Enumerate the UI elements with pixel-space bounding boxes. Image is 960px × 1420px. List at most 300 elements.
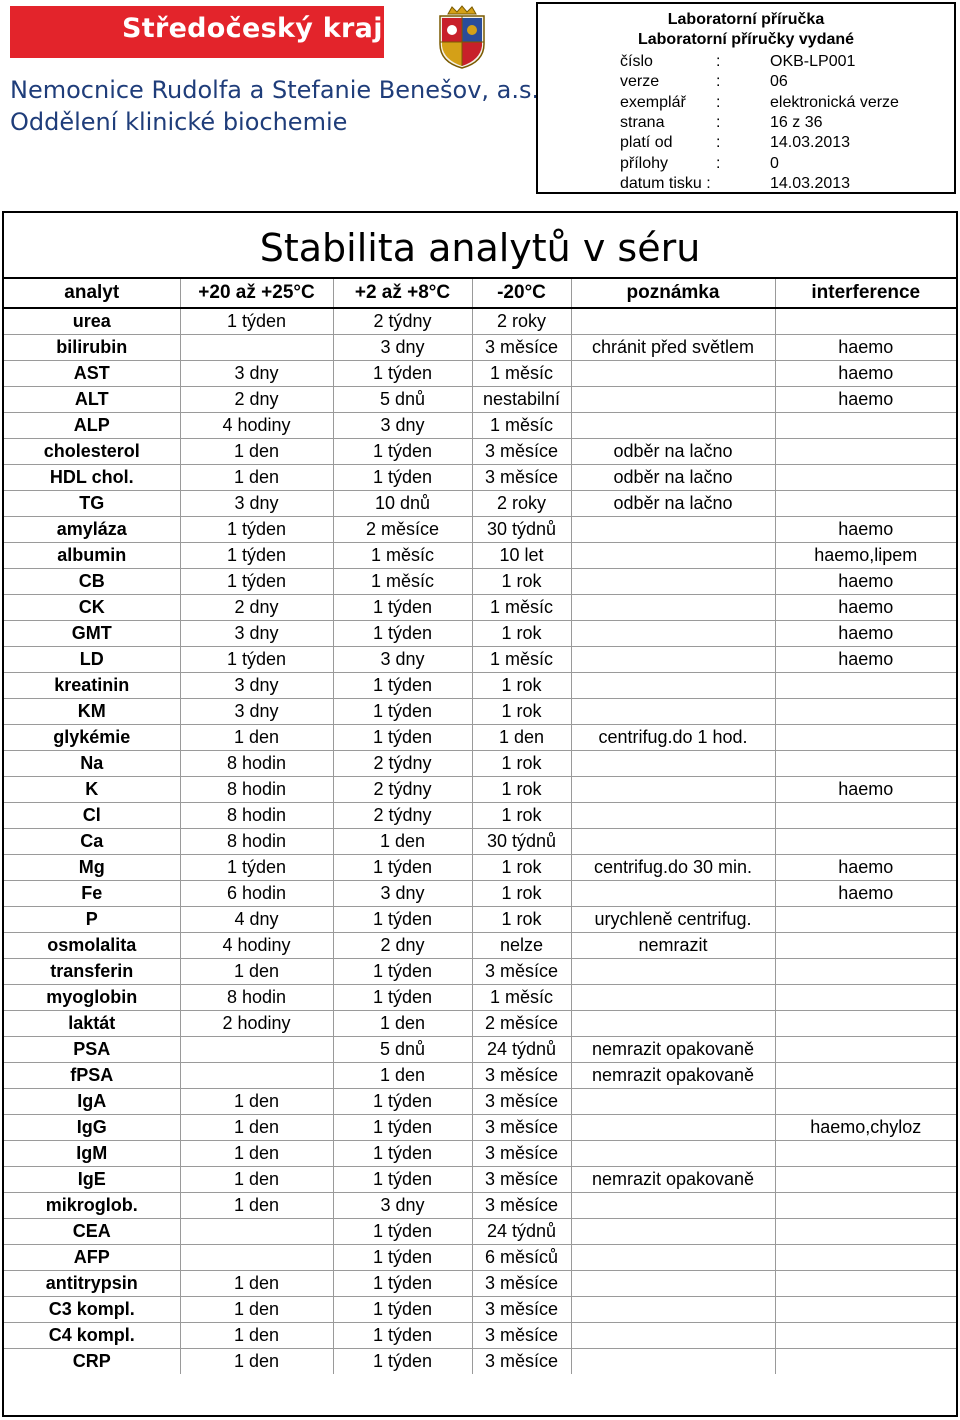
cell-fridge: 2 týdny <box>333 308 472 335</box>
cell-analyt: osmolalita <box>4 933 180 959</box>
cell-fridge: 1 týden <box>333 1167 472 1193</box>
cell-note <box>571 777 775 803</box>
table-row <box>4 803 956 829</box>
info-separator: : <box>716 154 721 172</box>
cell-interference <box>775 308 956 335</box>
cell-analyt: Mg <box>4 855 180 881</box>
cell-interference: haemo <box>775 647 956 673</box>
cell-note <box>571 881 775 907</box>
document-title: Stabilita analytů v séru <box>259 226 701 270</box>
cell-room-temp: 1 den <box>180 1271 333 1297</box>
cell-analyt: IgE <box>4 1167 180 1193</box>
cell-analyt: glykémie <box>4 725 180 751</box>
cell-fridge: 1 den <box>333 1063 472 1089</box>
cell-note: centrifug.do 1 hod. <box>571 725 775 751</box>
cell-freezer: 1 rok <box>472 751 571 777</box>
cell-freezer: 1 rok <box>472 907 571 933</box>
info-value: 16 z 36 <box>770 113 823 131</box>
cell-note <box>571 1245 775 1271</box>
cell-interference <box>775 439 956 465</box>
cell-note: odběr na lačno <box>571 491 775 517</box>
table-row <box>4 907 956 933</box>
cell-analyt: CK <box>4 595 180 621</box>
cell-note <box>571 595 775 621</box>
table-row <box>4 1167 956 1193</box>
cell-analyt: ALP <box>4 413 180 439</box>
cell-freezer: 3 měsíce <box>472 959 571 985</box>
cell-fridge: 1 týden <box>333 959 472 985</box>
cell-analyt: P <box>4 907 180 933</box>
cell-fridge: 1 týden <box>333 361 472 387</box>
cell-room-temp: 8 hodin <box>180 751 333 777</box>
cell-freezer: 3 měsíce <box>472 1349 571 1375</box>
hospital-name: Nemocnice Rudolfa a Stefanie Benešov, a.s. <box>10 76 540 104</box>
cell-analyt: TG <box>4 491 180 517</box>
table-row <box>4 829 956 855</box>
cell-room-temp: 1 den <box>180 725 333 751</box>
column-header-room-temp: +20 až +25°C <box>180 279 333 308</box>
table-row <box>4 777 956 803</box>
cell-interference <box>775 465 956 491</box>
table-row <box>4 439 956 465</box>
cell-analyt: mikroglob. <box>4 1193 180 1219</box>
cell-interference <box>775 985 956 1011</box>
cell-note: urychleně centrifug. <box>571 907 775 933</box>
cell-room-temp: 1 den <box>180 1349 333 1375</box>
cell-room-temp <box>180 1037 333 1063</box>
table-row <box>4 1193 956 1219</box>
column-header-fridge: +2 až +8°C <box>333 279 472 308</box>
cell-interference: haemo <box>775 569 956 595</box>
cell-interference: haemo <box>775 777 956 803</box>
info-label: přílohy <box>620 154 669 172</box>
cell-freezer: 3 měsíce <box>472 1089 571 1115</box>
cell-interference <box>775 1037 956 1063</box>
cell-analyt: KM <box>4 699 180 725</box>
table-row <box>4 1349 956 1375</box>
cell-freezer: 1 rok <box>472 881 571 907</box>
cell-room-temp: 3 dny <box>180 699 333 725</box>
region-banner <box>10 6 384 58</box>
cell-fridge: 1 týden <box>333 699 472 725</box>
cell-freezer: 1 měsíc <box>472 361 571 387</box>
table-row <box>4 595 956 621</box>
cell-note <box>571 308 775 335</box>
cell-room-temp: 3 dny <box>180 673 333 699</box>
cell-analyt: C4 kompl. <box>4 1323 180 1349</box>
cell-fridge: 3 dny <box>333 647 472 673</box>
cell-freezer: 3 měsíce <box>472 1115 571 1141</box>
cell-fridge: 1 týden <box>333 621 472 647</box>
cell-analyt: kreatinin <box>4 673 180 699</box>
table-row <box>4 751 956 777</box>
cell-room-temp: 4 dny <box>180 907 333 933</box>
info-label: číslo <box>620 53 653 70</box>
cell-room-temp: 1 týden <box>180 647 333 673</box>
cell-analyt: LD <box>4 647 180 673</box>
cell-note <box>571 985 775 1011</box>
info-value: OKB-LP001 <box>770 53 856 70</box>
cell-freezer: 3 měsíce <box>472 465 571 491</box>
cell-room-temp: 1 den <box>180 1115 333 1141</box>
cell-interference <box>775 1323 956 1349</box>
cell-freezer: 24 týdnů <box>472 1037 571 1063</box>
cell-room-temp: 2 dny <box>180 387 333 413</box>
cell-fridge: 1 týden <box>333 673 472 699</box>
cell-interference <box>775 959 956 985</box>
table-row <box>4 1011 956 1037</box>
info-label: exemplář <box>620 93 686 111</box>
cell-analyt: CRP <box>72 1351 111 1371</box>
info-value: 06 <box>770 73 788 91</box>
cell-freezer: 30 týdnů <box>472 517 571 543</box>
cell-freezer: 2 roky <box>472 308 571 335</box>
cell-room-temp: 8 hodin <box>180 803 333 829</box>
cell-analyt: cholesterol <box>4 439 180 465</box>
cell-analyt: GMT <box>4 621 180 647</box>
cell-note <box>571 1011 775 1037</box>
table-row <box>4 387 956 413</box>
cell-analyt: amyláza <box>4 517 180 543</box>
cell-freezer: 3 měsíce <box>472 1271 571 1297</box>
cell-freezer: 1 rok <box>472 699 571 725</box>
cell-analyt: C3 kompl. <box>4 1297 180 1323</box>
cell-interference: haemo <box>775 361 956 387</box>
table-row <box>4 1037 956 1063</box>
info-separator: : <box>716 93 721 111</box>
cell-room-temp: 1 den <box>180 1297 333 1323</box>
info-label: strana <box>620 113 665 131</box>
cell-freezer: 1 měsíc <box>472 413 571 439</box>
cell-note <box>571 621 775 647</box>
cell-fridge: 2 týdny <box>333 751 472 777</box>
table-row <box>4 413 956 439</box>
table-row <box>4 725 956 751</box>
cell-fridge: 3 dny <box>333 1193 472 1219</box>
cell-room-temp: 8 hodin <box>180 829 333 855</box>
cell-fridge: 1 týden <box>333 1271 472 1297</box>
cell-interference <box>775 829 956 855</box>
cell-freezer: 3 měsíce <box>472 1141 571 1167</box>
cell-interference: haemo <box>775 335 956 361</box>
table-row <box>4 1141 956 1167</box>
cell-interference <box>775 1219 956 1245</box>
cell-room-temp: 1 den <box>180 1141 333 1167</box>
cell-analyt: transferin <box>4 959 180 985</box>
coat-of-arms-icon <box>432 4 492 70</box>
cell-analyt: Na <box>4 751 180 777</box>
table-row <box>4 1245 956 1271</box>
cell-note <box>571 1089 775 1115</box>
cell-analyt: laktát <box>4 1011 180 1037</box>
cell-room-temp <box>180 335 333 361</box>
cell-interference <box>775 1193 956 1219</box>
cell-note <box>571 1219 775 1245</box>
cell-fridge: 1 týden <box>333 1089 472 1115</box>
table-row <box>4 335 956 361</box>
cell-freezer: 1 rok <box>472 777 571 803</box>
cell-fridge: 5 dnů <box>333 1037 472 1063</box>
cell-note <box>571 1349 775 1375</box>
table-row <box>4 959 956 985</box>
info-separator: : <box>716 53 721 70</box>
column-header-note: poznámka <box>571 279 775 308</box>
cell-interference: haemo,lipem <box>775 543 956 569</box>
cell-analyt: Cl <box>4 803 180 829</box>
table-row <box>4 673 956 699</box>
cell-note <box>571 803 775 829</box>
cell-room-temp: 3 dny <box>180 361 333 387</box>
cell-analyt: HDL chol. <box>4 465 180 491</box>
cell-freezer: 30 týdnů <box>472 829 571 855</box>
cell-room-temp: 6 hodin <box>180 881 333 907</box>
column-header-freezer: -20°C <box>472 279 571 308</box>
cell-room-temp: 1 den <box>180 1167 333 1193</box>
cell-freezer: 3 měsíce <box>472 439 571 465</box>
cell-interference <box>775 1167 956 1193</box>
cell-freezer: 3 měsíce <box>472 1193 571 1219</box>
cell-analyt: bilirubin <box>4 335 180 361</box>
cell-room-temp: 8 hodin <box>180 985 333 1011</box>
cell-analyt: PSA <box>4 1037 180 1063</box>
cell-freezer: 3 měsíce <box>472 1063 571 1089</box>
cell-note <box>571 959 775 985</box>
cell-note <box>571 1141 775 1167</box>
cell-freezer: 1 rok <box>472 855 571 881</box>
cell-interference <box>775 1245 956 1271</box>
cell-note <box>571 413 775 439</box>
cell-interference: haemo <box>775 595 956 621</box>
cell-analyt: albumin <box>4 543 180 569</box>
cell-analyt: myoglobin <box>4 985 180 1011</box>
info-label: platí od <box>620 134 673 152</box>
cell-freezer: 24 týdnů <box>472 1219 571 1245</box>
table-row <box>4 1089 956 1115</box>
table-row <box>4 361 956 387</box>
cell-interference <box>775 491 956 517</box>
cell-room-temp: 1 týden <box>180 569 333 595</box>
cell-room-temp: 1 týden <box>180 855 333 881</box>
cell-note <box>571 1297 775 1323</box>
cell-room-temp: 1 den <box>180 1323 333 1349</box>
cell-analyt: IgA <box>4 1089 180 1115</box>
cell-fridge: 1 týden <box>333 465 472 491</box>
table-row <box>4 465 956 491</box>
cell-fridge: 1 týden <box>333 985 472 1011</box>
cell-fridge: 1 týden <box>333 439 472 465</box>
cell-room-temp: 1 den <box>180 959 333 985</box>
region-name: Středočeský kraj <box>122 13 383 44</box>
cell-interference <box>775 413 956 439</box>
cell-room-temp: 1 týden <box>180 517 333 543</box>
info-value: 0 <box>770 154 779 172</box>
cell-note <box>571 1193 775 1219</box>
cell-room-temp: 4 hodiny <box>180 413 333 439</box>
cell-interference <box>775 1089 956 1115</box>
cell-room-temp <box>180 1245 333 1271</box>
info-value: 14.03.2013 <box>770 174 851 192</box>
cell-interference: haemo <box>775 855 956 881</box>
cell-fridge: 1 týden <box>333 1115 472 1141</box>
cell-analyt: CB <box>4 569 180 595</box>
cell-note <box>571 1115 775 1141</box>
cell-freezer: 2 měsíce <box>472 1011 571 1037</box>
cell-fridge: 3 dny <box>333 335 472 361</box>
stability-table <box>4 279 956 1374</box>
cell-analyt: antitrypsin <box>4 1271 180 1297</box>
department-name: Oddělení klinické biochemie <box>10 108 348 136</box>
table-row <box>4 699 956 725</box>
info-value: 14.03.2013 <box>770 134 851 152</box>
cell-freezer: 1 rok <box>472 803 571 829</box>
cell-room-temp: 3 dny <box>180 491 333 517</box>
cell-interference <box>775 751 956 777</box>
table-row <box>4 855 956 881</box>
cell-fridge: 2 měsíce <box>333 517 472 543</box>
table-row <box>4 1297 956 1323</box>
cell-interference <box>775 1297 956 1323</box>
cell-note <box>571 387 775 413</box>
cell-freezer: 10 let <box>472 543 571 569</box>
cell-analyt: fPSA <box>4 1063 180 1089</box>
cell-fridge: 1 den <box>333 829 472 855</box>
cell-fridge: 1 týden <box>333 595 472 621</box>
cell-interference: haemo <box>775 621 956 647</box>
cell-freezer: 1 rok <box>472 673 571 699</box>
table-row <box>4 881 956 907</box>
cell-analyt: K <box>4 777 180 803</box>
cell-note: nemrazit opakovaně <box>571 1037 775 1063</box>
cell-freezer: 1 rok <box>472 621 571 647</box>
cell-room-temp: 1 den <box>180 439 333 465</box>
cell-interference <box>775 1271 956 1297</box>
table-row <box>4 621 956 647</box>
cell-freezer: 3 měsíce <box>472 1167 571 1193</box>
cell-fridge: 1 týden <box>333 1323 472 1349</box>
cell-room-temp: 1 den <box>180 1193 333 1219</box>
cell-analyt: ALT <box>4 387 180 413</box>
cell-analyt: Fe <box>4 881 180 907</box>
document-info-box <box>536 2 956 194</box>
cell-interference <box>775 803 956 829</box>
cell-interference <box>775 1349 956 1375</box>
info-subtitle: Laboratorní příručky vydané <box>637 31 855 48</box>
column-header-interference: interference <box>775 279 956 308</box>
cell-room-temp: 8 hodin <box>180 777 333 803</box>
info-value: elektronická verze <box>770 93 899 111</box>
cell-fridge: 1 týden <box>333 725 472 751</box>
cell-interference <box>775 699 956 725</box>
cell-analyt: Ca <box>4 829 180 855</box>
cell-note: odběr na lačno <box>571 439 775 465</box>
cell-interference <box>775 933 956 959</box>
cell-interference: haemo <box>775 387 956 413</box>
cell-note: centrifug.do 30 min. <box>571 855 775 881</box>
cell-note <box>571 1271 775 1297</box>
cell-freezer: nelze <box>472 933 571 959</box>
table-row <box>4 1323 956 1349</box>
cell-interference <box>775 1063 956 1089</box>
cell-interference <box>775 673 956 699</box>
cell-fridge: 1 měsíc <box>333 543 472 569</box>
cell-note: chránit před světlem <box>571 335 775 361</box>
table-row <box>4 1219 956 1245</box>
cell-note <box>571 829 775 855</box>
cell-room-temp: 1 den <box>180 1089 333 1115</box>
cell-note <box>571 673 775 699</box>
cell-note: nemrazit opakovaně <box>571 1063 775 1089</box>
table-row <box>4 933 956 959</box>
cell-room-temp: 1 týden <box>180 308 333 335</box>
cell-note: nemrazit <box>571 933 775 959</box>
cell-freezer: 1 měsíc <box>472 647 571 673</box>
cell-fridge: 1 týden <box>333 1141 472 1167</box>
table-row <box>4 1115 956 1141</box>
cell-room-temp <box>180 1219 333 1245</box>
cell-freezer: 1 měsíc <box>472 595 571 621</box>
cell-note <box>571 1323 775 1349</box>
info-label: verze <box>620 73 660 91</box>
info-separator: : <box>716 73 721 91</box>
cell-room-temp: 4 hodiny <box>180 933 333 959</box>
cell-fridge: 1 týden <box>333 855 472 881</box>
stability-sheet <box>2 211 958 1417</box>
column-header-analyt: analyt <box>4 279 180 308</box>
cell-fridge: 10 dnů <box>333 491 472 517</box>
table-row <box>4 543 956 569</box>
cell-freezer: 1 měsíc <box>472 985 571 1011</box>
cell-interference <box>775 725 956 751</box>
cell-interference: haemo <box>775 881 956 907</box>
cell-fridge: 1 den <box>333 1011 472 1037</box>
table-row <box>4 308 956 335</box>
cell-fridge: 1 týden <box>333 1245 472 1271</box>
cell-fridge: 2 dny <box>333 933 472 959</box>
table-row <box>4 1271 956 1297</box>
cell-fridge: 1 týden <box>333 1219 472 1245</box>
cell-fridge: 2 týdny <box>333 803 472 829</box>
cell-freezer: 3 měsíce <box>472 1323 571 1349</box>
cell-room-temp <box>180 1063 333 1089</box>
table-header-row <box>4 279 956 308</box>
cell-fridge: 1 měsíc <box>333 569 472 595</box>
table-row <box>4 491 956 517</box>
cell-analyt: IgG <box>4 1115 180 1141</box>
cell-freezer: nestabilní <box>472 387 571 413</box>
cell-room-temp: 1 den <box>180 465 333 491</box>
cell-note <box>571 699 775 725</box>
table-row <box>4 517 956 543</box>
cell-freezer: 3 měsíce <box>472 335 571 361</box>
cell-room-temp: 1 týden <box>180 543 333 569</box>
cell-interference <box>775 1141 956 1167</box>
cell-note <box>571 751 775 777</box>
cell-note: odběr na lačno <box>571 465 775 491</box>
cell-fridge: 1 týden <box>333 1297 472 1323</box>
cell-analyt: urea <box>4 308 180 335</box>
table-row <box>4 569 956 595</box>
cell-analyt: CEA <box>4 1219 180 1245</box>
cell-interference <box>775 907 956 933</box>
cell-note <box>571 543 775 569</box>
cell-fridge: 1 týden <box>333 907 472 933</box>
cell-analyt: AST <box>4 361 180 387</box>
cell-freezer: 1 rok <box>472 569 571 595</box>
cell-freezer: 3 měsíce <box>472 1297 571 1323</box>
cell-freezer: 6 měsíců <box>472 1245 571 1271</box>
cell-interference <box>775 1011 956 1037</box>
info-separator: : <box>716 134 721 152</box>
